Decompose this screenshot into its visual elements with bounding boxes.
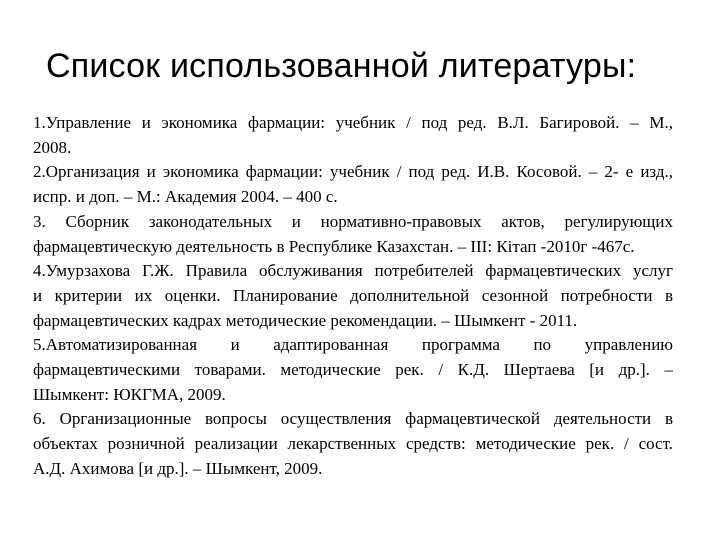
- reference-line: фармацевтическими товарами. методические рек. / К.Д. Шертаева [и др.]. –: [33, 360, 673, 380]
- reference-line: фармацевтических кадрах методические рекомендации. – Шымкент - 2011.: [33, 310, 578, 330]
- reference-line: 5.Автоматизированная и адаптированная программа по управлению: [33, 335, 673, 355]
- reference-item-5: [33, 333, 673, 407]
- reference-line: 2008.: [33, 137, 72, 157]
- reference-line: объектах розничной реализации лекарственных средств: методические рек. / сост.: [33, 434, 673, 454]
- reference-item-4: [33, 259, 673, 333]
- reference-line: 1.Управление и экономика фармации: учебник / под ред. В.Л. Багировой. – М.,: [33, 113, 673, 132]
- reference-line: фармацевтическую деятельность в Республике Казахстан. – III: Кітап -2010г -467с.: [33, 236, 635, 256]
- reference-line: испр. и доп. – М.: Академия 2004. – 400 с.: [33, 187, 338, 207]
- reference-line: и критерии их оценки. Планирование дополнительной сезонной потребности в: [33, 285, 673, 305]
- reference-line: 2.Организация и экономика фармации: учебник / под ред. И.В. Косовой. – 2- е изд.,: [33, 162, 673, 182]
- reference-item-3: [33, 210, 673, 259]
- reference-line: 6. Организационные вопросы осуществления фармацевтической деятельности в: [33, 409, 673, 429]
- reference-list: [33, 111, 673, 482]
- reference-item-1: [33, 111, 673, 160]
- slide-title: Список использованной литературы:: [46, 47, 637, 85]
- reference-item-2: [33, 160, 673, 209]
- reference-line: 4.Умурзахова Г.Ж. Правила обслуживания потребителей фармацевтических услуг: [33, 261, 673, 281]
- reference-line: 3. Сборник законодательных и нормативно-правовых актов, регулирующих: [33, 211, 673, 231]
- reference-line: А.Д. Ахимова [и др.]. – Шымкент, 2009.: [33, 458, 323, 478]
- reference-item-6: [33, 407, 673, 481]
- reference-line: Шымкент: ЮКГМА, 2009.: [33, 384, 226, 404]
